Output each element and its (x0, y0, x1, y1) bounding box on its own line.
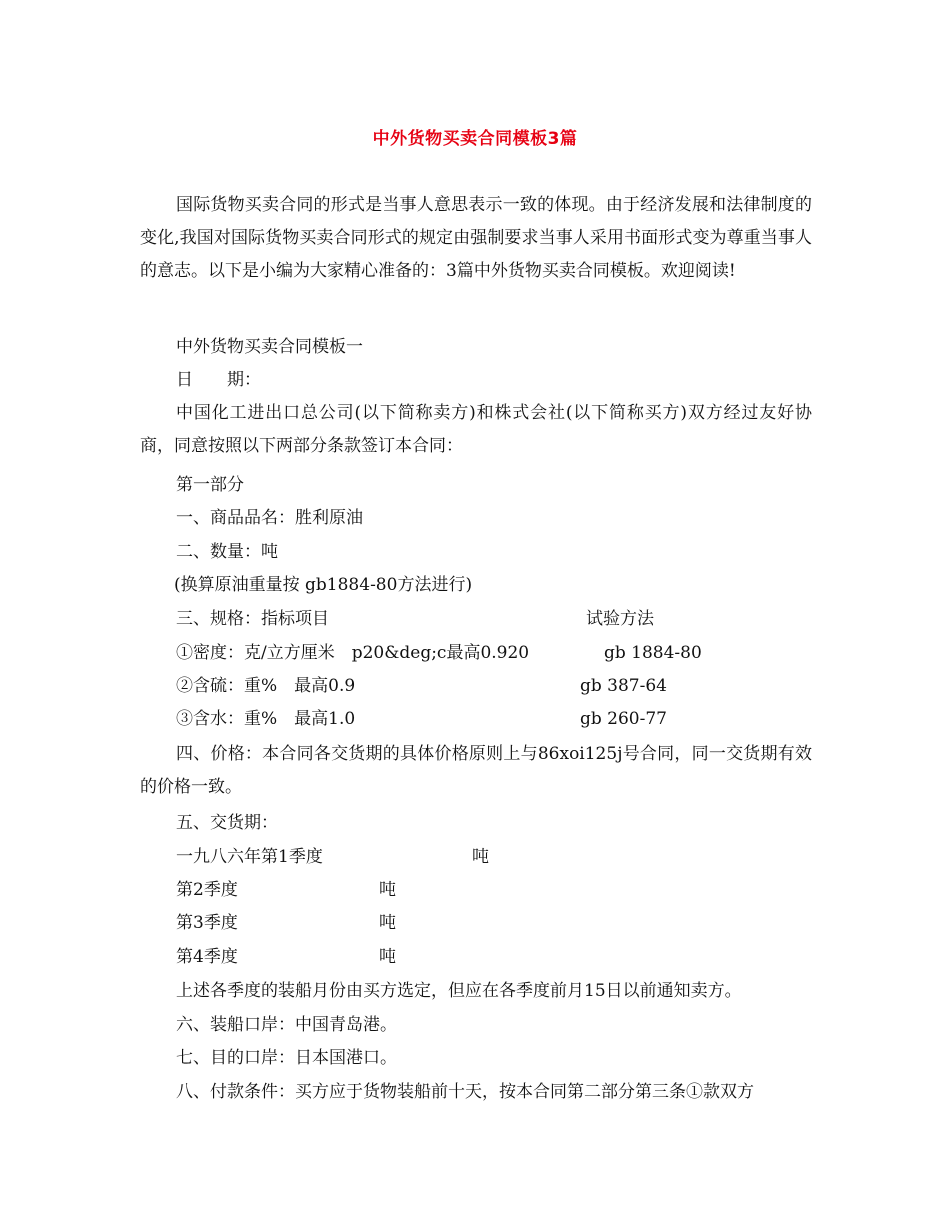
quantity-note: (换算原油重量按 gb1884-80方法进行) (174, 575, 473, 595)
delivery-row-q3: 第3季度 (176, 913, 238, 933)
intro-paragraph: 国际货物买卖合同的形式是当事人意思表示一致的体现。由于经济发展和法律制度的变化,我国对国际货物买卖合同形式的规定由强制要求当事人采用书面形式变为尊重当事人的意志。以下是小编为大家精心准备的：3篇中外货物买卖合同模板。欢迎阅读! (140, 195, 812, 281)
item-payment-terms: 八、付款条件：买方应于货物装船前十天，按本合同第二部分第三条①款双方 (176, 1082, 754, 1102)
delivery-row-q2-unit: 吨 (379, 880, 396, 900)
delivery-row-q4: 第4季度 (176, 947, 238, 967)
delivery-row-q1-unit: 吨 (472, 847, 489, 867)
spec-label: 三、规格：指标项目 (176, 609, 329, 629)
delivery-note: 上述各季度的装船月份由买方选定，但应在各季度前月15日以前通知卖方。 (176, 981, 742, 1001)
spec-row-water-method: gb 260-77 (580, 709, 667, 729)
spec-row-water: ③含水：重% 最高1.0 (176, 709, 356, 729)
item-loading-port: 六、装船口岸：中国青岛港。 (176, 1015, 397, 1035)
item-quantity: 二、数量：吨 (176, 542, 278, 562)
date-label: 日 期： (176, 370, 261, 390)
spec-method-header: 试验方法 (586, 609, 654, 629)
part-one-heading: 第一部分 (176, 475, 244, 495)
delivery-row-q3-unit: 吨 (379, 913, 396, 933)
item-product-name: 一、商品品名：胜利原油 (176, 508, 363, 528)
spec-row-sulfur-method: gb 387-64 (580, 676, 667, 696)
template-heading: 中外货物买卖合同模板一 (176, 337, 363, 357)
spec-row-sulfur: ②含硫：重% 最高0.9 (176, 676, 356, 696)
spec-row-density: ①密度：克/立方厘米 p20&deg;c最高0.920 (176, 643, 530, 663)
document-title: 中外货物买卖合同模板3篇 (372, 129, 578, 149)
delivery-row-q4-unit: 吨 (379, 947, 396, 967)
delivery-label: 五、交货期： (176, 813, 278, 833)
item-destination-port: 七、目的口岸：日本国港口。 (176, 1048, 397, 1068)
parties-paragraph: 中国化工进出口总公司(以下简称卖方)和株式会社(以下简称买方)双方经过友好协商，同意按照以下两部分条款签订本合同： (140, 403, 812, 456)
delivery-row-q1: 一九八六年第1季度 (176, 847, 323, 867)
delivery-row-q2: 第2季度 (176, 880, 238, 900)
price-paragraph: 四、价格：本合同各交货期的具体价格原则上与86xoi125j号合同，同一交货期有效的价格一致。 (140, 744, 812, 797)
spec-row-density-method: gb 1884-80 (604, 643, 702, 663)
